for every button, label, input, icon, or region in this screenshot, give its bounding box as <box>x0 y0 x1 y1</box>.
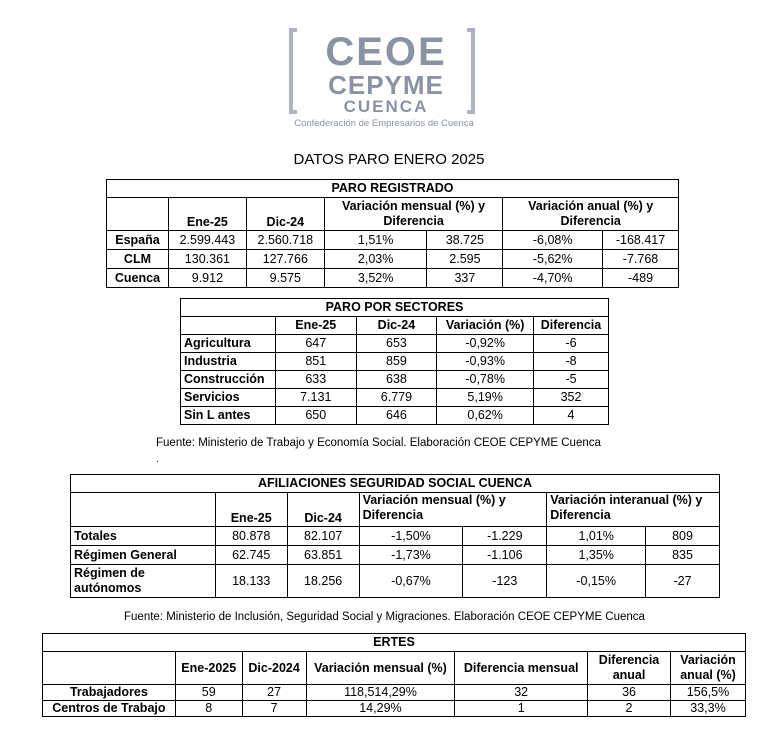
cell-dif-a: 36 <box>588 685 671 701</box>
header-empty <box>71 493 216 527</box>
cell-dif-a: -27 <box>646 565 720 598</box>
cell-ene: 130.361 <box>168 250 246 269</box>
cell-var-m: 3,52% <box>324 269 427 288</box>
cell-dic: 127.766 <box>246 250 324 269</box>
ertes-table <box>42 633 746 717</box>
paro-sectores-table <box>180 298 609 425</box>
afiliaciones-title: AFILIACIONES SEGURIDAD SOCIAL CUENCA <box>71 475 720 493</box>
cell-var-a: 156,5% <box>671 685 746 701</box>
cell-var-m: 14,29% <box>306 701 455 717</box>
col-dif-mensual: Diferencia mensual <box>455 652 588 685</box>
col-dic: Dic-24 <box>356 317 437 335</box>
col-var-mensual: Variación mensual (%) y Diferencia <box>324 198 503 231</box>
cell-ene: 2.599.443 <box>168 231 246 250</box>
col-var-anual: Variación anual (%) <box>671 652 746 685</box>
row-label: Régimen de autónomos <box>71 565 216 598</box>
cell-ene: 80.878 <box>215 527 287 546</box>
cell-ene: 18.133 <box>215 565 287 598</box>
row-label: Trabajadores <box>43 685 176 701</box>
cell-var: -0,78% <box>437 371 534 389</box>
table-row <box>43 685 746 701</box>
row-label: Construcción <box>181 371 276 389</box>
cell-var-a: -5,62% <box>503 250 603 269</box>
table-row <box>43 701 746 717</box>
cell-ene: 8 <box>175 701 242 717</box>
logo-line-cuenca: CUENCA <box>343 97 429 116</box>
table-row <box>107 269 679 288</box>
col-var-mensual: Variación mensual (%) y Diferencia <box>359 493 547 527</box>
cell-dic: 859 <box>356 353 437 371</box>
cell-var-a: -6,08% <box>503 231 603 250</box>
cell-var: 0,62% <box>437 407 534 425</box>
stray-dot: . <box>156 454 159 465</box>
cell-var-m: -1,73% <box>359 546 463 565</box>
cell-dif-a: 2 <box>588 701 671 717</box>
cell-var: -0,93% <box>437 353 534 371</box>
cell-ene: 633 <box>275 371 356 389</box>
cell-ene: 647 <box>275 335 356 353</box>
paro-registrado-table <box>106 179 679 288</box>
cell-dic: 27 <box>242 685 306 701</box>
table-row <box>181 335 609 353</box>
paro-sectores-title: PARO POR SECTORES <box>181 299 609 317</box>
table-row <box>71 565 720 598</box>
col-dif: Diferencia <box>534 317 609 335</box>
col-ene: Ene-25 <box>215 493 287 527</box>
afiliaciones-table <box>70 474 720 598</box>
cell-dif: 352 <box>534 389 609 407</box>
table-row <box>71 527 720 546</box>
cell-dic: 653 <box>356 335 437 353</box>
cell-dic: 9.575 <box>246 269 324 288</box>
cell-dic: 82.107 <box>287 527 359 546</box>
cell-dif-m: 2.595 <box>427 250 503 269</box>
row-label: Servicios <box>181 389 276 407</box>
cell-dif-a: -7.768 <box>603 250 679 269</box>
logo-tagline: Confederación de Empresarios de Cuenca <box>294 118 474 129</box>
cell-dic: 2.560.718 <box>246 231 324 250</box>
table-row <box>181 389 609 407</box>
fuente-afiliaciones: Fuente: Ministerio de Inclusión, Seguridad Social y Migraciones. Elaboración CEOE CEPYME Cuenca <box>124 611 645 623</box>
cell-dic: 646 <box>356 407 437 425</box>
cell-var-a: -4,70% <box>503 269 603 288</box>
ceoe-cepyme-logo <box>289 28 479 132</box>
ertes-title: ERTES <box>43 634 746 652</box>
cell-ene: 650 <box>275 407 356 425</box>
logo-line-cepyme: CEPYME <box>328 70 444 100</box>
paro-registrado-title: PARO REGISTRADO <box>107 180 679 198</box>
cell-dic: 7 <box>242 701 306 717</box>
table-row <box>107 250 679 269</box>
header-empty <box>181 317 276 335</box>
cell-dif-m: 1 <box>455 701 588 717</box>
col-var: Variación (%) <box>437 317 534 335</box>
logo-line-ceoe: CEOE <box>325 30 447 74</box>
cell-var: -0,92% <box>437 335 534 353</box>
table-row <box>71 546 720 565</box>
cell-var-m: 2,03% <box>324 250 427 269</box>
row-label: Cuenca <box>107 269 169 288</box>
col-dic: Dic-2024 <box>242 652 306 685</box>
cell-dif: -6 <box>534 335 609 353</box>
col-ene: Ene-25 <box>168 198 246 231</box>
cell-dif-a: -489 <box>603 269 679 288</box>
cell-var-m: -1,50% <box>359 527 463 546</box>
cell-ene: 9.912 <box>168 269 246 288</box>
cell-dif: -8 <box>534 353 609 371</box>
cell-var-a: 33,3% <box>671 701 746 717</box>
row-label: Centros de Trabajo <box>43 701 176 717</box>
cell-dic: 6.779 <box>356 389 437 407</box>
logo-frame-left <box>289 28 297 114</box>
table-row <box>181 407 609 425</box>
cell-ene: 851 <box>275 353 356 371</box>
row-label: Régimen General <box>71 546 216 565</box>
cell-dif-m: 32 <box>455 685 588 701</box>
fuente-paro: Fuente: Ministerio de Trabajo y Economía Social. Elaboración CEOE CEPYME Cuenca <box>156 437 601 449</box>
row-label: Agricultura <box>181 335 276 353</box>
col-ene: Ene-25 <box>275 317 356 335</box>
cell-var-a: 1,35% <box>547 546 646 565</box>
col-dic: Dic-24 <box>246 198 324 231</box>
cell-dif-a: 835 <box>646 546 720 565</box>
cell-dif-a: -168.417 <box>603 231 679 250</box>
cell-ene: 59 <box>175 685 242 701</box>
row-label: Industria <box>181 353 276 371</box>
cell-ene: 62.745 <box>215 546 287 565</box>
cell-dif-m: -123 <box>463 565 547 598</box>
cell-var-m: 118,514,29% <box>306 685 455 701</box>
table-row <box>181 371 609 389</box>
cell-var-a: -0,15% <box>547 565 646 598</box>
cell-ene: 7.131 <box>275 389 356 407</box>
cell-dif-m: 38.725 <box>427 231 503 250</box>
cell-var-a: 1,01% <box>547 527 646 546</box>
col-var-interanual: Variación interanual (%) y Diferencia <box>547 493 720 527</box>
cell-dif-m: -1.229 <box>463 527 547 546</box>
table-row <box>107 231 679 250</box>
document-title: DATOS PARO ENERO 2025 <box>293 151 485 168</box>
cell-dif-a: 809 <box>646 527 720 546</box>
cell-var: 5,19% <box>437 389 534 407</box>
logo-frame-right <box>467 28 475 114</box>
cell-dif: 4 <box>534 407 609 425</box>
header-empty <box>43 652 176 685</box>
cell-var-m: -0,67% <box>359 565 463 598</box>
cell-dic: 63.851 <box>287 546 359 565</box>
table-row <box>181 353 609 371</box>
col-var-anual: Variación anual (%) y Diferencia <box>503 198 679 231</box>
cell-dic: 638 <box>356 371 437 389</box>
cell-dic: 18.256 <box>287 565 359 598</box>
row-label: España <box>107 231 169 250</box>
col-dic: Dic-24 <box>287 493 359 527</box>
col-var-mensual: Variación mensual (%) <box>306 652 455 685</box>
cell-dif-m: -1.106 <box>463 546 547 565</box>
col-ene: Ene-2025 <box>175 652 242 685</box>
row-label: CLM <box>107 250 169 269</box>
cell-dif-m: 337 <box>427 269 503 288</box>
header-empty <box>107 198 169 231</box>
col-dif-anual: Diferencia anual <box>588 652 671 685</box>
row-label: Totales <box>71 527 216 546</box>
cell-dif: -5 <box>534 371 609 389</box>
cell-var-m: 1,51% <box>324 231 427 250</box>
row-label: Sin L antes <box>181 407 276 425</box>
